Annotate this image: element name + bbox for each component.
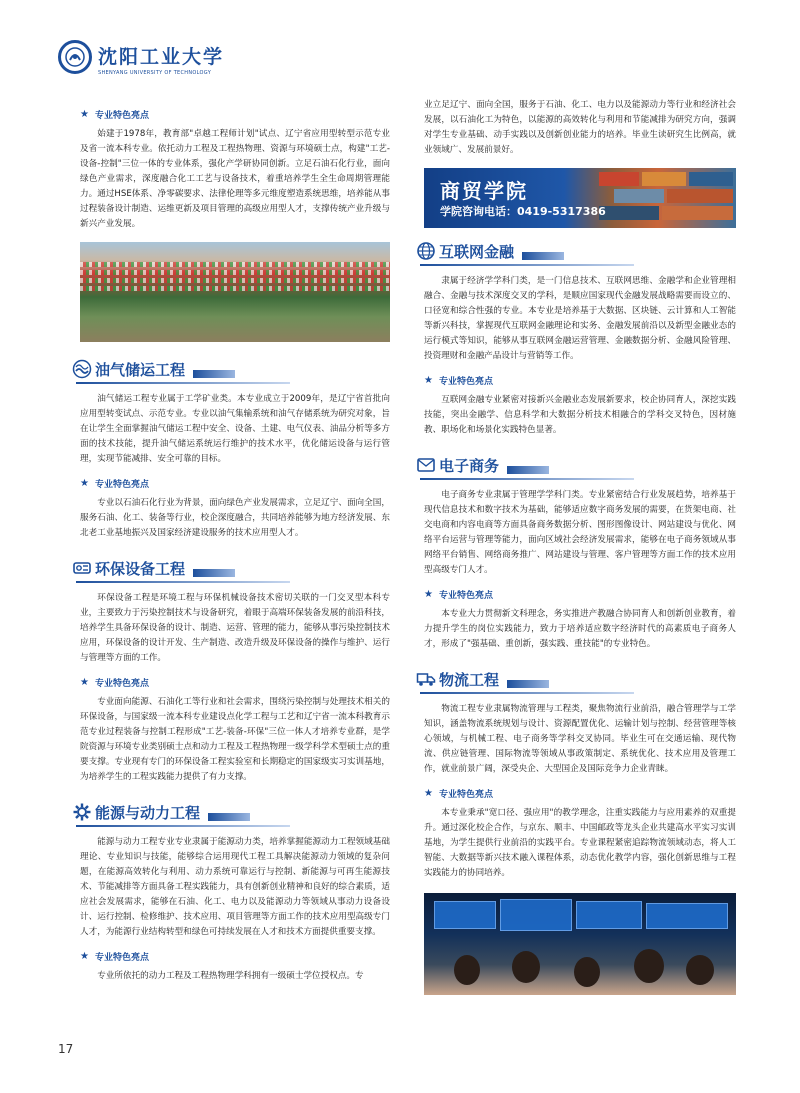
highlight-heading [80, 477, 390, 490]
seal-emblem-icon [64, 46, 86, 68]
oil-gas-highlight: 专业以石油石化行业为背景，面向绿色产业发展需求，立足辽宁、面向全国，服务石油、化工、装备等行业，校企深度融合，共同培养能够为地方经济发展、东北老工业基地振兴及国家经济建设服务的技术应用型人才。 [80, 498, 390, 538]
title-underline [76, 382, 290, 384]
gear-icon [72, 802, 92, 822]
highlight-label: 专业特色亮点 [94, 953, 149, 963]
internet-finance-highlight: 互联网金融专业紧密对接新兴金融业态发展新要求，校企协同育人，深挖实践技能，突出金融学、信息科学和大数据分析技术相融合的学科交叉特色，因材施教、职场化和场景化实践特色显著。 [424, 395, 736, 435]
star-icon: ★ [80, 478, 89, 489]
university-name-cn: 沈阳工业大学 [98, 46, 225, 68]
truck-icon [416, 669, 436, 689]
section-title: 能源与动力工程 [95, 803, 201, 822]
logistics-description: 物流工程专业隶属物流管理与工程类，聚焦物流行业前沿，融合管理学与工学知识，涵盖物流系统规划与设计、资源配置优化、运输计划与控制、经营管理等核心领域，与机械工程、电子商务等学科交叉协同。毕业生可在交通运输、现代物流、供应链管理、国际物流等领域从事政策制定、系统优化、技术应用及管理工作，就业前景广阔，深受央企、大型国企及国际竞争力企业青睐。 [424, 704, 736, 774]
oil-gas-description: 油气储运工程专业属于工学矿业类。本专业成立于2009年，是辽宁省首批向应用型转变试点、示范专业。专业以油气集输系统和油气存储系统为研究对象，旨在让学生全面掌握油气储运工程中安全、设备、土建、电气仪表、油品分析等多方面的技术技能，提升油气储运系统运行维护的技术水平，优化储运设备与运行管理，实现节能减排、安全可靠的目标。 [80, 394, 390, 464]
star-icon: ★ [424, 375, 433, 386]
business-college-banner [424, 168, 736, 228]
left-column [80, 98, 390, 984]
envelope-icon [416, 455, 436, 475]
page-number: 17 [58, 1042, 74, 1056]
intro-paragraph: 始建于1978年，教育部"卓越工程师计划"试点、辽宁省应用型转型示范专业及省一流本科专业。依托动力工程及工程热物理、资源与环境硕士点，构建"工艺-设备-控制"三位一体的专业体系，强化产学研协同创新。立足石油石化行业，面向绿色产业需求，深度融合化工工艺与设备技术，着重培养学生全生命周期管理能力。通过HSE体系、净零碳要求、法律伦理等多元维度塑造系统思维，培养能从事过程装备设计制造、运维更新及项目管理的高级应用型人才，支撑传统产业升级与新兴产业发展。 [80, 129, 390, 229]
section-header-internet-finance [416, 238, 736, 264]
highlight-heading [424, 787, 736, 800]
section-title: 互联网金融 [439, 242, 515, 261]
section-header-oil-gas [72, 356, 390, 382]
star-icon: ★ [80, 951, 89, 962]
highlight-label: 专业特色亮点 [94, 111, 149, 121]
energy-power-description: 能源与动力工程专业专业隶属于能源动力类，培养掌握能源动力工程领域基础理论、专业知识与技能，能够综合运用现代工程工具解决能源动力领域的复杂问题，在能源高效转化与利用、动力系统可靠运行与控制、新能源与可再生能源技术、节能减排等方面具备工程实践能力，具有创新创业精神和良好的综合素质，适应社会发展需求，能够在石油、化工、电力以及能源动力等领域从事动力设备设计、运行控制、检修维护、技术应用、项目管理等方面工作的技术应用型高级专门人才，为能源行业结构转型和绿色可持续发展在人才和技术方面提供重要支撑。 [80, 837, 390, 937]
ceremony-photo [80, 242, 390, 342]
title-underline [420, 692, 634, 694]
star-icon: ★ [424, 788, 433, 799]
environmental-equipment-highlight: 专业面向能源、石油化工等行业和社会需求，围绕污染控制与处理技术相关的环保设备，与国家级一流本科专业建设点化学工程与工艺和辽宁省一流本科教育示范专业过程装备与控制工程形成"工艺-装备-环保"三位一体人才培养专业群，是学院资源与环境专业类别硕士点和动力工程及工程热物理一级学科学术型硕士点的重要支撑。专业现有专门的环保设备工程实验室和长期稳定的国家级实习实训基地，为培养学生的工程实践能力提供了有力支撑。 [80, 697, 390, 782]
section-title: 电子商务 [439, 456, 500, 475]
logistics-highlight: 本专业秉承"宽口径、强应用"的教学理念，注重实践能力与应用素养的双重提升。通过深化校企合作，与京东、顺丰、中国邮政等龙头企业共建高水平实习实训基地，为学生提供行业前沿的实践平台。专业课程紧密追踪物流领域动态，将人工智能、大数据等新兴技术融入课程体系，动态优化教学内容，强化创新思维与工程实践能力的协同培养。 [424, 808, 736, 878]
university-name-en: SHENYANG UNIVERSITY OF TECHNOLOGY [98, 70, 212, 76]
highlight-label: 专业特色亮点 [94, 480, 149, 490]
environmental-equipment-description: 环保设备工程是环境工程与环保机械设备技术密切关联的一门交叉型本科专业，主要致力于污染控制技术与设备研究，着眼于高端环保装备发展的前沿科技，培养学生具备环保设备的设计、制造、运营、管理的能力，能够从事污染控制技术应用，环保设备的设计开发、生产制造、改造升级及环保设备的操作与维护、运行与管理等方面的工作。 [80, 593, 390, 663]
oil-pipeline-icon [72, 359, 92, 379]
title-accent-bar [193, 569, 235, 577]
section-header-logistics [416, 666, 736, 692]
highlight-label: 专业特色亮点 [438, 591, 493, 601]
title-underline [76, 581, 290, 583]
section-header-e-commerce [416, 452, 736, 478]
section-title: 环保设备工程 [95, 559, 186, 578]
title-underline [420, 264, 634, 266]
right-column [424, 98, 736, 995]
globe-icon [416, 241, 436, 261]
star-icon: ★ [80, 109, 89, 120]
title-accent-bar [193, 370, 235, 378]
section-title: 物流工程 [439, 670, 500, 689]
energy-power-highlight: 专业所依托的动力工程及工程热物理学科拥有一级硕士学位授权点。专 [97, 971, 364, 981]
title-accent-bar [507, 680, 549, 688]
title-underline [76, 825, 290, 827]
highlight-heading [80, 950, 390, 963]
star-icon: ★ [80, 677, 89, 688]
university-wordmark [98, 42, 224, 76]
highlight-label: 专业特色亮点 [94, 679, 149, 689]
university-logo-seal [58, 40, 92, 74]
highlight-heading [424, 588, 736, 601]
title-accent-bar [208, 813, 250, 821]
highlight-label: 专业特色亮点 [438, 377, 493, 387]
highlight-heading [80, 108, 390, 121]
title-accent-bar [507, 466, 549, 474]
highlight-heading [424, 374, 736, 387]
highlight-heading [80, 676, 390, 689]
title-underline [420, 478, 634, 480]
section-header-energy-power [72, 799, 390, 825]
energy-power-highlight-continued: 业立足辽宁、面向全国，服务于石油、化工、电力以及能源动力等行业和经济社会发展，以石油化工为特色，以能源的高效转化与利用和节能减排为研究方向，强调对学生专业基础、动手实践以及创新创业能力的培养。毕业生读研究生比例高，就业领域广、发展前景好。 [424, 100, 736, 155]
internet-finance-description: 隶属于经济学学科门类，是一门信息技术、互联网思维、金融学和企业管理相融合、金融与技术深度交叉的学科，是顺应国家现代金融发展战略需要而设立的、口径宽和综合性强的专业。本专业是培养基于大数据、区块链、云计算和人工智能等新兴科技，掌握现代互联网金融理论和实务、金融发展前沿以及新型金融业态的运行模式等知识，能够从事互联网金融运营管理、金融数据分析、金融风险管理、投资理财和金融产品设计与营销等工作。 [424, 276, 736, 361]
e-commerce-description: 电子商务专业隶属于管理学学科门类。专业紧密结合行业发展趋势，培养基于现代信息技术和数字技术为基础，能够适应数字商务发展的需要，在货架电商、社交电商和内容电商等方面具备商务数据分析、图形图像设计、网站建设与优化、网络平台运营与管理等能力，面向区域社会经济发展需求，能够在电子商务领域从事网络平台销售、网络商务推广、网站建设与管理、客户管理等方面工作的技术应用型高级专门人才。 [424, 490, 736, 575]
banner-phone: 学院咨询电话：0419-5317386 [440, 205, 606, 218]
e-commerce-highlight: 本专业大力贯彻新文科理念，务实推进产教融合协同育人和创新创业教育，着力提升学生的岗位实践能力，致力于培养适应数字经济时代的高素质电子商务人才，形成了"强基础、重创新，强实践、重技能"的专业特色。 [424, 609, 736, 649]
machine-equipment-icon [72, 558, 92, 578]
title-accent-bar [522, 252, 564, 260]
banner-title: 商贸学院 [440, 179, 528, 203]
section-header-environmental-equipment [72, 555, 390, 581]
highlight-label: 专业特色亮点 [438, 790, 493, 800]
star-icon: ★ [424, 589, 433, 600]
logistics-lab-photo [424, 893, 736, 995]
section-title: 油气储运工程 [95, 360, 186, 379]
